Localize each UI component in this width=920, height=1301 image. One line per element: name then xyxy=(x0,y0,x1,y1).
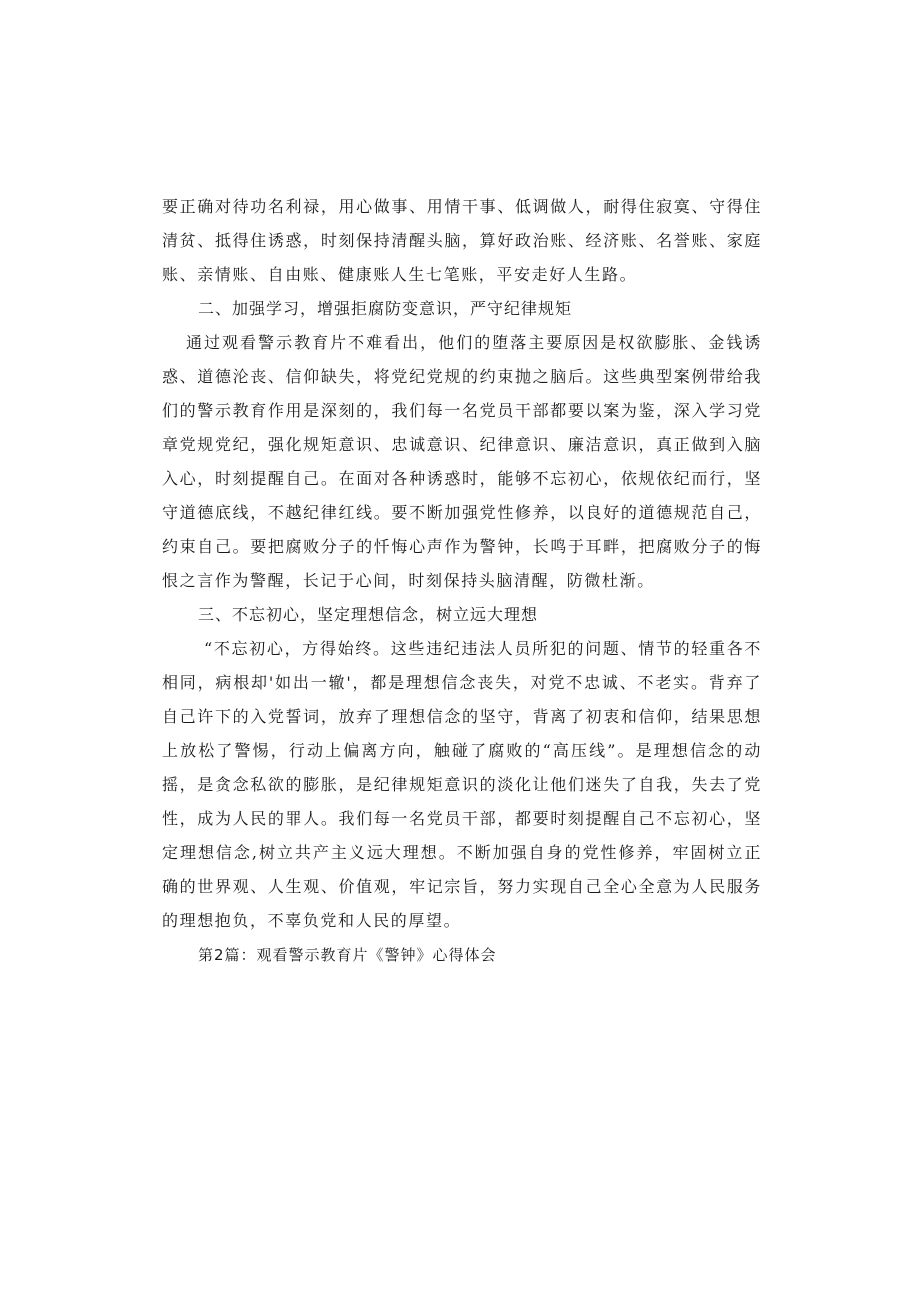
paragraph-3: “不忘初心，方得始终。这些违纪违法人员所犯的问题、情节的轻重各不相同，病根却'如出一辙'，都是理想信念丧失，对党不忠诚、不老实。背弃了自己许下的入党誓词，放弃了理想信念的坚守，背离了初衷和信仰，结果思想上放松了警惕，行动上偏离方向，触碰了腐败的“高压线”。是理想信念的动摇，是贪念私欲的膨胀，是纪律规矩意识的淡化让他们迷失了自我，失去了党性，成为人民的罪人。我们每一名党员干部，都要时刻提醒自己不忘初心，坚定理想信念,树立共产主义远大理想。不断加强自身的党性修养，牢固树立正确的世界观、人生观、价值观，牢记宗旨，努力实现自己全心全意为人民服务的理想抱负，不辜负党和人民的厚望。 xyxy=(162,639,762,930)
paragraph-2: 通过观看警示教育片不难看出，他们的堕落主要原因是权欲膨胀、金钱诱惑、道德沦丧、信仰缺失，将党纪党规的约束抛之脑后。这些典型案例带给我们的警示教育作用是深刻的，我们每一名党员干部都要以案为鉴，深入学习党章党规党纪，强化规矩意识、忠诚意识、纪律意识、廉洁意识，真正做到入脑入心，时刻提醒自己。在面对各种诱惑时，能够不忘初心，依规依纪而行，坚守道德底线，不越纪律红线。要不断加强党性修养，以良好的道德规范自己，约束自己。要把腐败分子的忏悔心声作为警钟，长鸣于耳畔，把腐败分子的悔恨之言作为警醒，长记于心间，时刻保持头脑清醒，防微杜渐。 xyxy=(162,333,762,590)
document-body xyxy=(162,190,762,972)
paragraph-1: 要正确对待功名利禄，用心做事、用情干事、低调做人，耐得住寂寞、守得住清贫、抵得住诱惑，时刻保持清醒头脑，算好政治账、经济账、名誉账、家庭账、亲情账、自由账、健康账人生七笔账，平安走好人生路。 xyxy=(162,197,762,284)
section-heading-2: 二、加强学习，增强拒腐防变意识，严守纪律规矩 xyxy=(198,299,573,318)
section-heading-3: 三、不忘初心，坚定理想信念，树立远大理想 xyxy=(198,605,539,624)
chapter-title: 第2篇：观看警示教育片《警钟》心得体会 xyxy=(198,946,497,964)
